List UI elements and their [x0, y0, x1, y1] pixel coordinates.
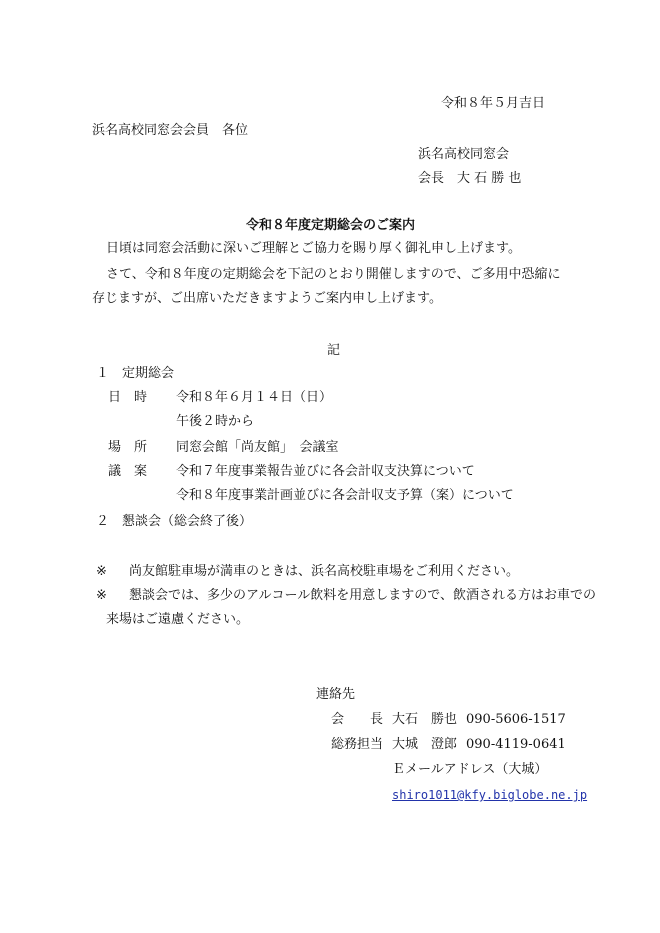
note-1-text: 尚友館駐車場が満車のときは、浜名高校駐車場をご利用ください。 [129, 564, 520, 579]
note-2-mark: ※ [96, 588, 107, 603]
ki-heading: 記 [327, 343, 341, 358]
body-paragraph-1: 日頃は同窓会活動に深いご理解とご協力を賜り厚く御礼申し上げます。 [106, 241, 521, 256]
email-link[interactable]: shiro1011@kfy.biglobe.ne.jp [392, 788, 588, 802]
note-2-line-2: 来場はご遠慮ください。 [106, 612, 250, 627]
body-paragraph-2-line-2: 存じますが、ご出席いただきますようご案内申し上げます。 [92, 291, 442, 306]
document-title: 令和８年度定期総会のご案内 [246, 218, 416, 233]
contact-phone-president: 090-5606-1517 [466, 712, 566, 727]
contact-phone-general-affairs: 090-4119-0641 [466, 737, 566, 752]
document-date: 令和８年５月吉日 [441, 96, 546, 111]
sender-organization: 浜名高校同窓会 [418, 147, 510, 162]
contact-role-general-affairs: 総務担当 [331, 737, 384, 752]
agenda-label: 議 案 [108, 464, 148, 479]
email-label: Ｅメールアドレス（大城） [392, 762, 548, 777]
body-paragraph-2-line-1: さて、令和８年度の定期総会を下記のとおり開催しますので、ご多用中恐縮に [106, 267, 561, 282]
venue-value: 同窓会館「尚友館」 会議室 [176, 440, 339, 455]
venue-label: 場 所 [108, 440, 148, 455]
sender-name: 会長 大 石 勝 也 [418, 171, 522, 186]
contact-role-president: 会 長 [331, 712, 384, 727]
contact-name-president: 大石 勝也 [392, 712, 458, 727]
contact-heading: 連絡先 [316, 687, 356, 702]
datetime-time: 午後２時から [176, 414, 255, 429]
contact-name-general-affairs: 大城 澄郎 [392, 737, 458, 752]
section-2-heading: ２ 懇談会（総会終了後） [96, 514, 253, 529]
agenda-item-2: 令和８年度事業計画並びに各会計収支予算（案）について [176, 488, 514, 503]
datetime-date: 令和８年６月１４日（日） [176, 390, 333, 405]
note-1-mark: ※ [96, 564, 107, 579]
recipient-line: 浜名高校同窓会会員 各位 [92, 123, 249, 138]
note-2-line-1: 懇談会では、多少のアルコール飲料を用意しますので、飲酒される方はお車での [129, 588, 596, 603]
datetime-label: 日 時 [108, 390, 148, 405]
section-1-heading: １ 定期総会 [96, 366, 175, 381]
agenda-item-1: 令和７年度事業報告並びに各会計収支決算について [176, 464, 475, 479]
